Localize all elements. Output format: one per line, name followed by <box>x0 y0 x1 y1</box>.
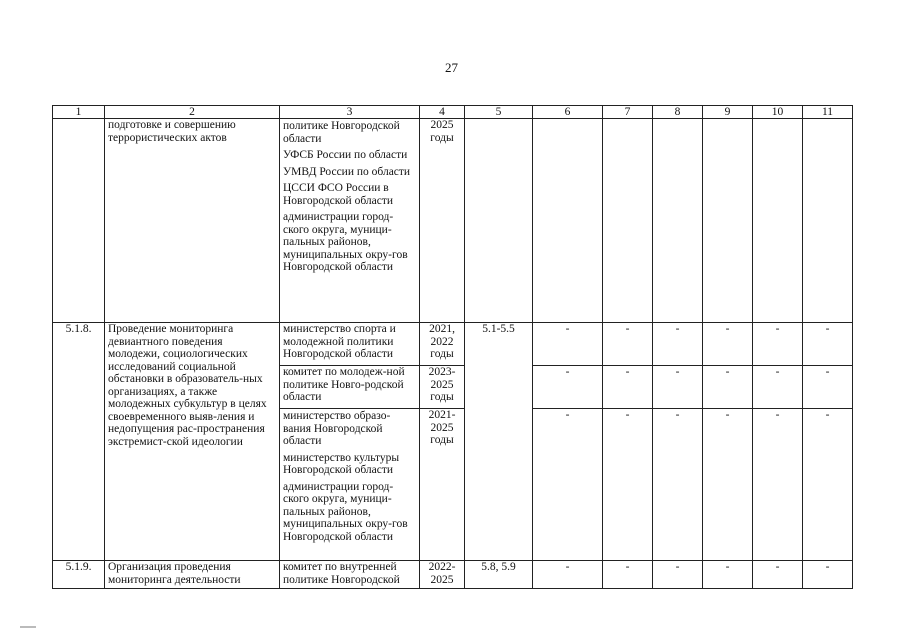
executor: администрации город-ского округа, муници-пальных районов, муниципальных окру-гов Новгородской области <box>283 480 408 543</box>
page-number: 27 <box>445 60 458 75</box>
value-cell: - <box>533 561 603 589</box>
executor: политике Новгородской области <box>283 120 400 145</box>
value-cell: - <box>753 323 803 366</box>
value-cell: - <box>703 366 753 409</box>
value-cell <box>753 119 803 323</box>
col-header: 4 <box>420 106 465 119</box>
indicator-cell: 5.8, 5.9 <box>465 561 533 589</box>
value-cell: - <box>653 409 703 561</box>
value-cell: - <box>653 323 703 366</box>
value-cell: - <box>753 409 803 561</box>
value-cell: - <box>603 323 653 366</box>
col-header: 9 <box>703 106 753 119</box>
table-row <box>53 561 853 589</box>
value-cell: - <box>753 366 803 409</box>
executor: ЦССИ ФСО России в Новгородской области <box>283 182 394 207</box>
measures-table <box>52 105 853 589</box>
row-number-cell: 5.1.8. <box>53 323 105 561</box>
value-cell <box>703 119 753 323</box>
scan-artifact <box>20 626 36 628</box>
col-header: 1 <box>53 106 105 119</box>
value-cell <box>803 119 853 323</box>
value-cell: - <box>803 366 853 409</box>
years-cell: 2021, 2022 годы <box>420 323 465 366</box>
value-cell: - <box>703 561 753 589</box>
value-cell: - <box>803 323 853 366</box>
years-cell: 2023-2025 годы <box>420 366 465 409</box>
value-cell: - <box>603 561 653 589</box>
executors-cell <box>280 409 420 561</box>
executors-cell: министерство спорта и молодежной политики Новгородской области <box>280 323 420 366</box>
col-header: 11 <box>803 106 853 119</box>
value-cell: - <box>803 409 853 561</box>
row-number-cell <box>53 119 105 323</box>
years-cell: 2025 годы <box>420 119 465 323</box>
col-header: 5 <box>465 106 533 119</box>
row-number-cell: 5.1.9. <box>53 561 105 589</box>
col-header: 2 <box>105 106 280 119</box>
value-cell <box>603 119 653 323</box>
measure-description: подготовке и совершению террористических актов <box>105 119 280 323</box>
executors-cell: комитет по молодеж-ной политике Новго-родской области <box>280 366 420 409</box>
col-header: 7 <box>603 106 653 119</box>
value-cell: - <box>653 561 703 589</box>
value-cell: - <box>703 409 753 561</box>
col-header: 6 <box>533 106 603 119</box>
executor: УФСБ России по области <box>283 149 408 161</box>
measure-description: Организация проведения мониторинга деятельности <box>105 561 280 589</box>
col-header: 10 <box>753 106 803 119</box>
value-cell: - <box>603 366 653 409</box>
executor: министерство образо-вания Новгородской области <box>283 410 391 447</box>
executors-cell <box>280 119 420 323</box>
executor: министерство культуры Новгородской области <box>283 451 400 476</box>
years-cell: 2022-2025 <box>420 561 465 589</box>
years-cell: 2021-2025 годы <box>420 409 465 561</box>
value-cell: - <box>753 561 803 589</box>
executor: УМВД России по области <box>283 165 411 178</box>
value-cell: - <box>603 409 653 561</box>
value-cell: - <box>533 366 603 409</box>
measure-description: Проведение мониторинга девиантного поведения молодежи, социологических исследований социальной обстановки в образователь-ных организациях, а также молодежных субкультур в целях своевременного выяв-ления и недопущения рас-пространения экстремист-ской идеологии <box>105 323 280 561</box>
value-cell <box>653 119 703 323</box>
value-cell: - <box>533 323 603 366</box>
header-row <box>53 106 853 119</box>
indicator-cell: 5.1-5.5 <box>465 323 533 561</box>
executor: администрации город-ского округа, муници-пальных районов, муниципальных окру-гов Новгородской области <box>283 211 408 273</box>
indicator-cell <box>465 119 533 323</box>
executors-cell: комитет по внутренней политике Новгородской <box>280 561 420 589</box>
value-cell: - <box>533 409 603 561</box>
value-cell: - <box>653 366 703 409</box>
table-row <box>53 323 853 366</box>
value-cell <box>533 119 603 323</box>
value-cell: - <box>703 323 753 366</box>
value-cell: - <box>803 561 853 589</box>
col-header: 3 <box>280 106 420 119</box>
col-header: 8 <box>653 106 703 119</box>
table-row <box>53 119 853 323</box>
